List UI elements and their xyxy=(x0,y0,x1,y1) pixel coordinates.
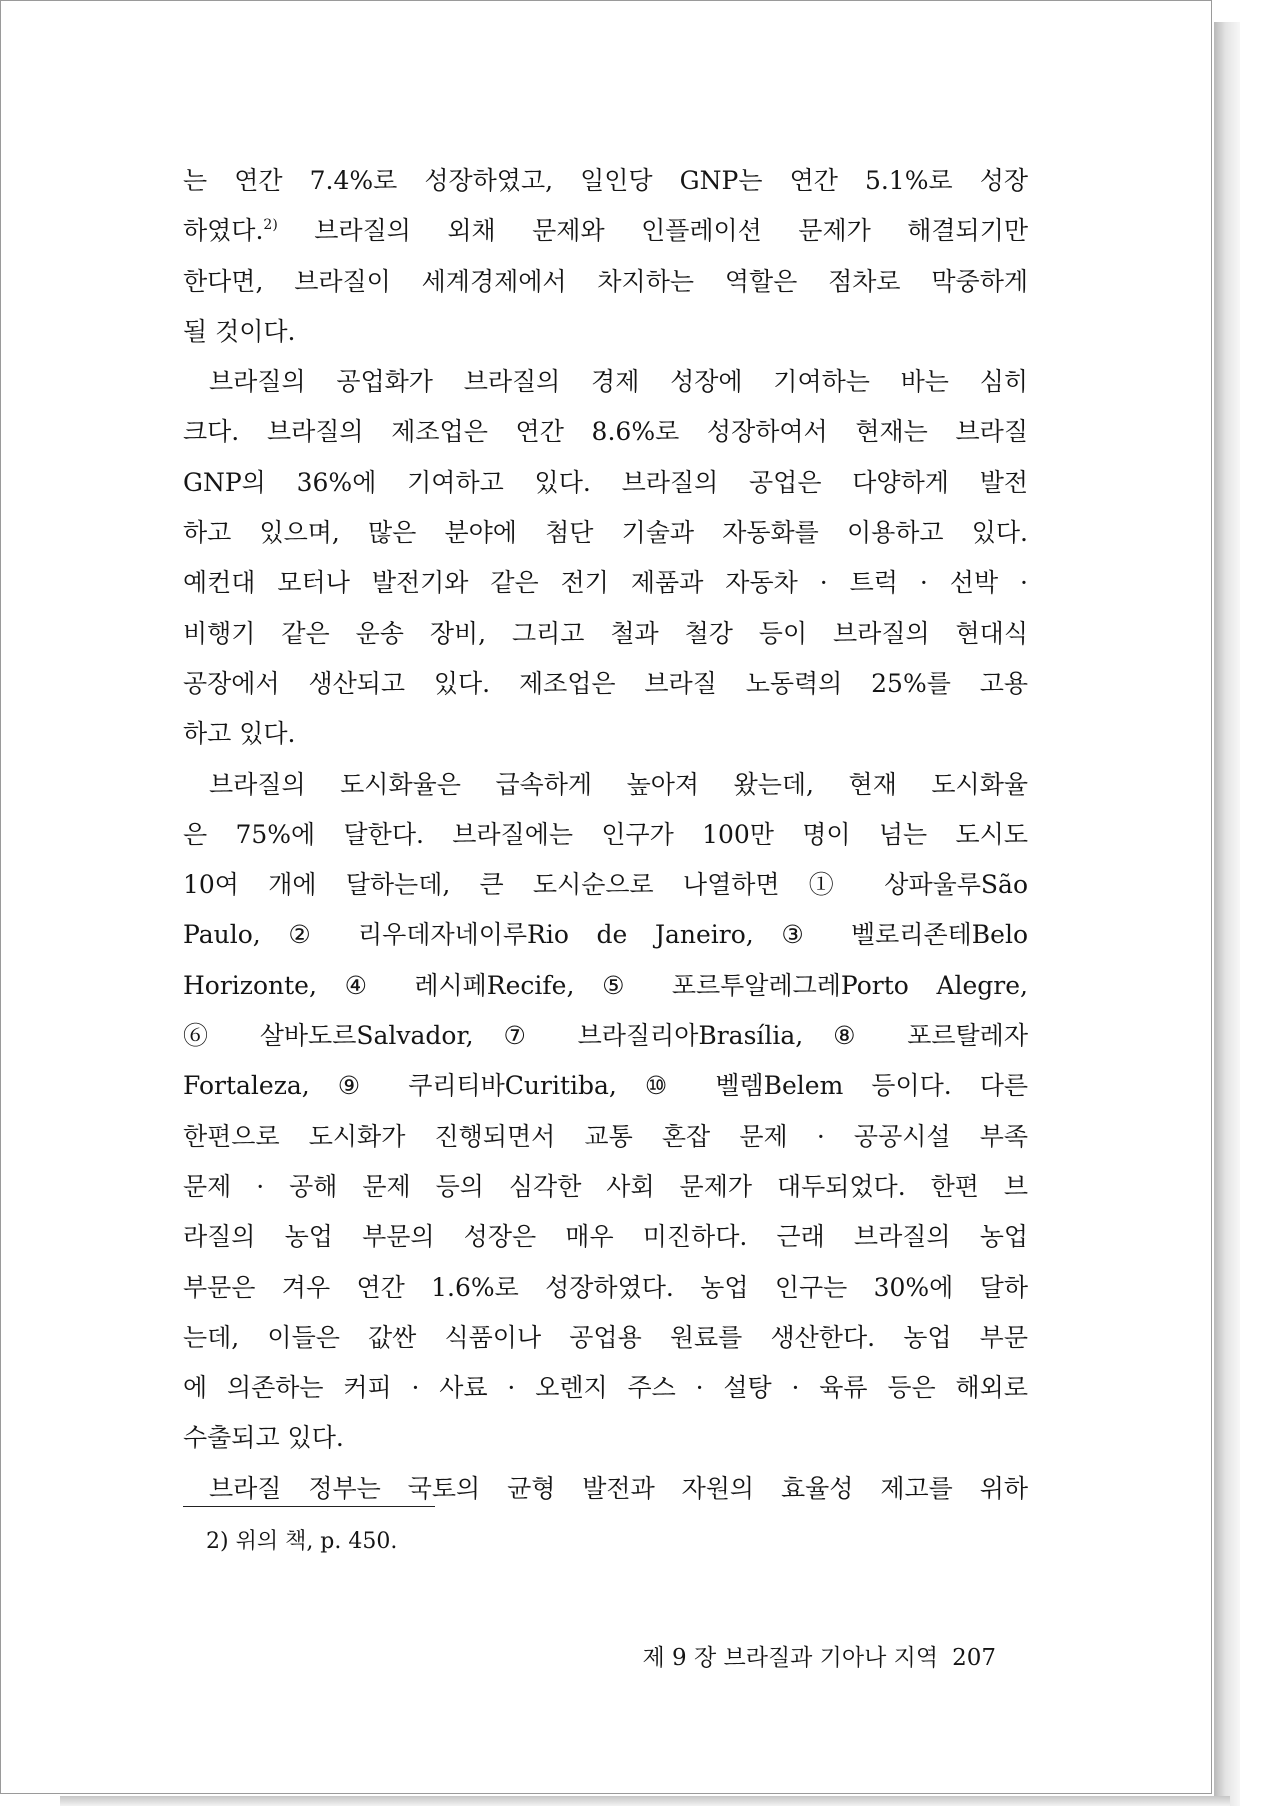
text-line xyxy=(183,1112,1028,1162)
text-line-content: GNP의 36%에 기여하고 있다. 브라질의 공업은 다양하게 발전 xyxy=(183,467,1028,497)
text-line xyxy=(183,609,1028,659)
text-line-content: 브라질의 도시화율은 급속하게 높아져 왔는데, 현재 도시화율 xyxy=(209,769,1028,799)
text-line xyxy=(183,206,1028,256)
text-line-content: 브라질의 외채 문제와 인플레이션 문제가 해결되기만 xyxy=(277,216,1028,246)
text-line xyxy=(183,1212,1028,1262)
chapter-title: 제 9 장 브라질과 기아나 지역 xyxy=(642,1645,939,1671)
text-line xyxy=(183,407,1028,457)
text-line xyxy=(183,1061,1028,1111)
text-line-content: 하고 있다. xyxy=(183,719,296,749)
text-line xyxy=(183,307,1028,357)
footnote: 2) 위의 책, p. 450. xyxy=(206,1529,398,1554)
text-line xyxy=(183,156,1028,206)
text-line-content: 공장에서 생산되고 있다. 제조업은 브라질 노동력의 25%를 고용 xyxy=(183,668,1028,698)
body-text xyxy=(183,156,1028,1514)
text-line xyxy=(183,508,1028,558)
text-line-content: 은 75%에 달한다. 브라질에는 인구가 100만 명이 넘는 도시도 xyxy=(183,819,1028,849)
text-line-content: ⑥ 살바도르Salvador, ⑦ 브라질리아Brasília, ⑧ 포르탈레자 xyxy=(183,1021,1028,1051)
text-line-content: Paulo, ② 리우데자네이루Rio de Janeiro, ③ 벨로리존테Belo xyxy=(183,920,1028,950)
text-line-content: 는 연간 7.4%로 성장하였고, 일인당 GNP는 연간 5.1%로 성장 xyxy=(183,166,1028,195)
text-line-content: 예컨대 모터나 발전기와 같은 전기 제품과 자동차 · 트럭 · 선박 · xyxy=(183,568,1028,598)
text-line xyxy=(183,961,1028,1011)
text-line-content: 10여 개에 달하는데, 큰 도시순으로 나열하면 ① 상파울루São xyxy=(183,870,1028,900)
text-line xyxy=(183,1162,1028,1212)
text-line xyxy=(183,1263,1028,1313)
text-line-content: Fortaleza, ⑨ 쿠리티바Curitiba, ⑩ 벨렘Belem 등이다. 다른 xyxy=(183,1071,1028,1101)
text-line-content: 브라질의 공업화가 브라질의 경제 성장에 기여하는 바는 심히 xyxy=(209,367,1028,397)
text-line xyxy=(183,659,1028,709)
text-line-content: 부문은 겨우 연간 1.6%로 성장하였다. 농업 인구는 30%에 달하 xyxy=(183,1272,1028,1302)
text-line-content: 크다. 브라질의 제조업은 연간 8.6%로 성장하여서 현재는 브라질 xyxy=(183,417,1028,447)
text-line xyxy=(183,558,1028,608)
text-line-content: 브라질 정부는 국토의 균형 발전과 자원의 효율성 제고를 위하 xyxy=(209,1473,1028,1503)
text-line-content: 하였다. xyxy=(183,216,264,246)
text-line xyxy=(183,760,1028,810)
text-line-content: 에 의존하는 커피 · 사료 · 오렌지 주스 · 설탕 · 육류 등은 해외로 xyxy=(183,1373,1028,1403)
text-line xyxy=(183,709,1028,759)
text-line xyxy=(183,1363,1028,1413)
text-line xyxy=(183,257,1028,307)
running-footer xyxy=(606,1639,996,1672)
text-line xyxy=(183,357,1028,407)
page-number: 207 xyxy=(952,1645,996,1671)
text-line-content: 라질의 농업 부문의 성장은 매우 미진하다. 근래 브라질의 농업 xyxy=(183,1222,1028,1252)
text-line xyxy=(183,458,1028,508)
text-line-content: 하고 있으며, 많은 분야에 첨단 기술과 자동화를 이용하고 있다. xyxy=(183,518,1028,548)
text-line-content: Horizonte, ④ 레시페Recife, ⑤ 포르투알레그레Porto Alegre, xyxy=(183,970,1028,1000)
text-line-content: 비행기 같은 운송 장비, 그리고 철과 철강 등이 브라질의 현대식 xyxy=(183,618,1028,648)
text-line xyxy=(183,860,1028,910)
text-line xyxy=(183,1413,1028,1463)
page-shadow xyxy=(1214,22,1240,1806)
text-line-content: 는데, 이들은 값싼 식품이나 공업용 원료를 생산한다. 농업 부문 xyxy=(183,1322,1028,1352)
page-edge xyxy=(60,1796,1230,1806)
text-line-content: 한편으로 도시화가 진행되면서 교통 혼잡 문제 · 공공시설 부족 xyxy=(183,1121,1028,1151)
text-line xyxy=(183,1313,1028,1363)
text-line-content: 될 것이다. xyxy=(183,316,296,346)
footnote-rule xyxy=(183,1506,435,1507)
text-line-content: 한다면, 브라질이 세계경제에서 차지하는 역할은 점차로 막중하게 xyxy=(183,266,1028,296)
text-line-content: 문제 · 공해 문제 등의 심각한 사회 문제가 대두되었다. 한편 브 xyxy=(183,1171,1028,1201)
text-line xyxy=(183,810,1028,860)
footnote-marker: 2) xyxy=(263,217,278,234)
text-line-content: 수출되고 있다. xyxy=(183,1423,344,1453)
text-line xyxy=(183,1011,1028,1061)
text-line xyxy=(183,910,1028,960)
